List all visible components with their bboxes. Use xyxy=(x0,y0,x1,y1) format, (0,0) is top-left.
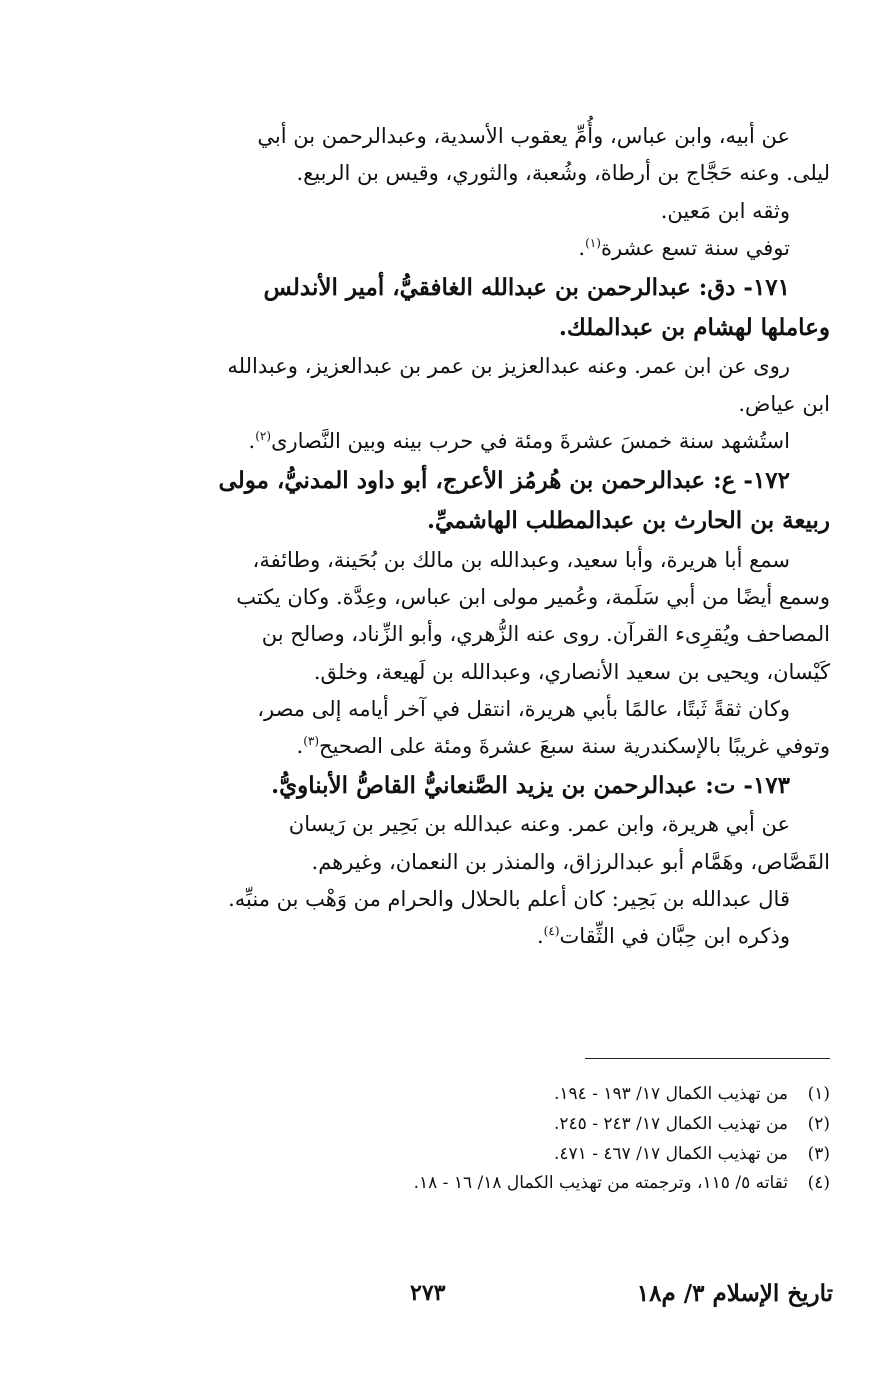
entry-heading-173 xyxy=(110,766,830,806)
text-line: وثقه ابن مَعين. xyxy=(660,198,790,223)
footnote-text: من تهذيب الكمال ١٧/ ٢٤٣ - ٢٤٥. xyxy=(553,1113,788,1134)
paragraph xyxy=(110,918,830,955)
text-line: وكان ثقةً ثَبتًا، عالمًا بأبي هريرة، انتقل في آخر أيامه إلى مصر، xyxy=(257,697,790,721)
text-line: سمع أبا هريرة، وأبا سعيد، وعبدالله بن مالك بن بُحَينة، وطائفة، xyxy=(252,547,790,572)
text-line: ابن عياض. xyxy=(738,391,830,416)
footnote-number: (١) xyxy=(807,1084,830,1104)
paragraph xyxy=(110,230,830,267)
text-line: المصاحف ويُقرِىء القرآن. روى عنه الزُّهري، وأبو الزِّناد، وصالح بن xyxy=(261,622,830,647)
text-line: عن أبيه، وابن عباس، وأُمِّ يعقوب الأسدية، وعبدالرحمن بن أبي xyxy=(257,124,790,148)
footnote xyxy=(280,1169,830,1199)
footnote-ref: (١) xyxy=(585,236,601,251)
paragraph xyxy=(110,691,830,728)
text-line: كَيْسان، ويحيى بن سعيد الأنصاري، وعبدالله بن لَهيعة، وخلق. xyxy=(313,659,830,684)
text-line: القَصَّاص، وهَمَّام أبو عبدالرزاق، والمنذر بن النعمان، وغيرهم. xyxy=(311,849,830,874)
footnote-number: (٢) xyxy=(807,1113,830,1134)
footnote-text: من تهذيب الكمال ١٧/ ٤٦٧ - ٤٧١. xyxy=(553,1143,788,1164)
footnote-number: (٤) xyxy=(807,1173,830,1194)
footnote-text: من تهذيب الكمال ١٧/ ١٩٣ - ١٩٤. xyxy=(553,1084,788,1104)
paragraph xyxy=(110,386,830,423)
paragraph xyxy=(110,118,830,155)
text-line: وذكره ابن حِبَّان في الثِّقات xyxy=(559,924,790,949)
heading-line: ربيعة بن الحارث بن عبدالمطلب الهاشميِّ. xyxy=(427,507,830,535)
running-title: تاريخ الإسلام ٣/ م١٨ xyxy=(636,1280,833,1307)
text-line: استُشهد سنة خمسَ عشرةَ ومئة في حرب بينه وبين النَّصارى xyxy=(271,429,790,454)
heading-line: ١٧١- دق: عبدالرحمن بن عبدالله الغافقيُّ، أمير الأندلس xyxy=(263,273,790,301)
footnote xyxy=(280,1110,830,1140)
heading-line: وعاملها لهشام بن عبدالملك. xyxy=(558,313,830,341)
paragraph xyxy=(110,579,830,616)
page-number: ٢٧٣ xyxy=(410,1280,446,1306)
footnote-divider xyxy=(585,1058,830,1059)
paragraph xyxy=(110,193,830,230)
text-line: وسمع أيضًا من أبي سَلَمة، وعُمير مولى ابن عباس، وعِدَّة. وكان يكتب xyxy=(236,584,830,609)
heading-line: ١٧٢- ع: عبدالرحمن بن هُرمُز الأعرج، أبو داود المدنيُّ، مولى xyxy=(218,466,790,494)
entry-heading-171 xyxy=(110,268,830,308)
text-line: ليلى. وعنه حَجَّاج بن أرطاة، وشُعبة، والثوري، وقيس بن الربيع. xyxy=(296,161,830,186)
paragraph xyxy=(110,881,830,918)
text-line: وتوفي غريبًا بالإسكندرية سنة سبعَ عشرةَ ومئة على الصحيح xyxy=(319,734,830,759)
footnotes xyxy=(280,1080,830,1199)
text-line: عن أبي هريرة، وابن عمر. وعنه عبدالله بن بَحِير بن رَيسان xyxy=(288,812,790,837)
period: . xyxy=(536,924,544,949)
paragraph xyxy=(110,728,830,765)
paragraph xyxy=(110,806,830,843)
main-text xyxy=(110,118,830,956)
paragraph xyxy=(110,348,830,385)
text-line: روى عن ابن عمر. وعنه عبدالعزيز بن عمر بن عبدالعزيز، وعبدالله xyxy=(227,354,790,379)
entry-heading-171-cont xyxy=(110,308,830,348)
text-line: قال عبدالله بن بَحِير: كان أعلم بالحلال والحرام من وَهْب بن منبِّه. xyxy=(228,886,790,911)
page-footer xyxy=(0,1280,873,1320)
heading-line: ١٧٣- ت: عبدالرحمن بن يزيد الصَّنعانيُّ القاصُّ الأبناويُّ. xyxy=(271,771,790,799)
period: . xyxy=(578,236,586,261)
footnote-ref: (٢) xyxy=(255,429,272,444)
paragraph xyxy=(110,654,830,691)
paragraph xyxy=(110,844,830,881)
footnote-text: ثقاته ٥/ ١١٥، وترجمته من تهذيب الكمال ١٨/ ١٦ - ١٨. xyxy=(413,1173,788,1194)
footnote xyxy=(280,1080,830,1110)
text-line: توفي سنة تسع عشرة xyxy=(600,236,790,261)
footnote xyxy=(280,1140,830,1170)
period: . xyxy=(296,734,304,759)
paragraph xyxy=(110,423,830,460)
entry-heading-172 xyxy=(110,461,830,501)
entry-heading-172-cont xyxy=(110,501,830,541)
footnote-number: (٣) xyxy=(807,1143,830,1164)
footnote-ref: (٤) xyxy=(543,924,560,939)
paragraph xyxy=(110,542,830,579)
paragraph xyxy=(110,616,830,653)
footnote-ref: (٣) xyxy=(303,734,320,749)
period: . xyxy=(248,429,256,454)
paragraph xyxy=(110,155,830,192)
